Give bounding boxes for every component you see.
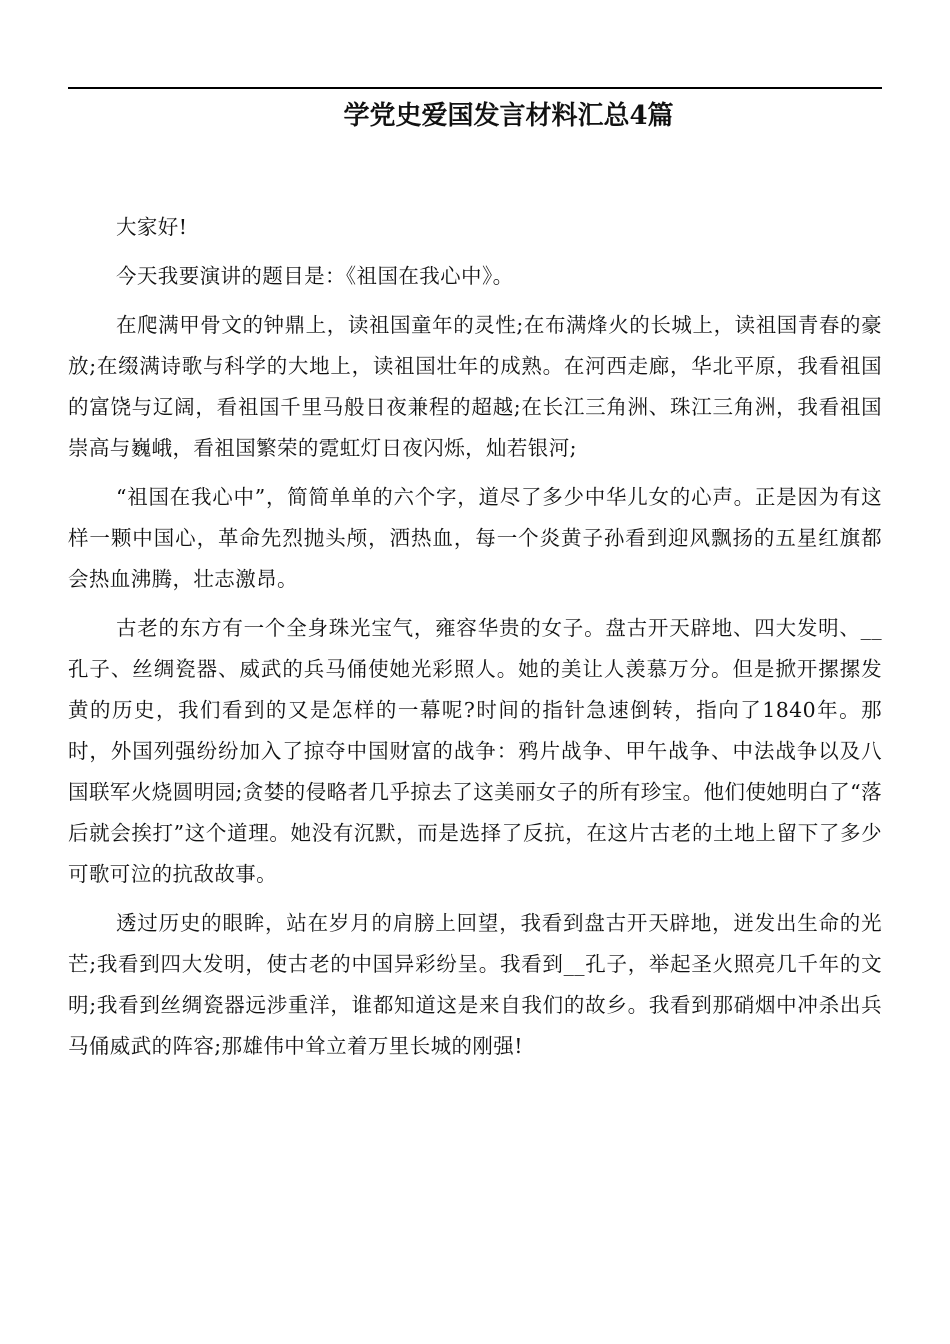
paragraph-1: 在爬满甲骨文的钟鼎上，读祖国童年的灵性;在布满烽火的长城上，读祖国青春的豪放;在缀满诗歌与科学的大地上，读祖国壮年的成熟。在河西走廊，华北平原，我看祖国的富饶与辽阔，看祖国千里马般日夜兼程的超越;在长江三角洲、珠江三角洲，我看祖国崇高与巍峨，看祖国繁荣的霓虹灯日夜闪烁，灿若银河; <box>68 313 882 460</box>
paragraph-2: “祖国在我心中”，简简单单的六个字，道尽了多少中华儿女的心声。正是因为有这样一颗中国心，革命先烈抛头颅，洒热血，每一个炎黄子孙看到迎风飘扬的五星红旗都会热血沸腾，壮志激昂。 <box>68 485 882 591</box>
paragraph-3: 古老的东方有一个全身珠光宝气，雍容华贵的女子。盘古开天辟地、四大发明、__孔子、丝绸瓷器、威武的兵马俑使她光彩照人。她的美让人羡慕万分。但是掀开摞摞发黄的历史，我们看到的又是怎样的一幕呢?时间的指针急速倒转，指向了1840年。那时，外国列强纷纷加入了掠夺中国财富的战争：鸦片战争、甲午战争、中法战争以及八国联军火烧圆明园;贪婪的侵略者几乎掠去了这美丽女子的所有珍宝。他们使她明白了“落后就会挨打”这个道理。她没有沉默，而是选择了反抗，在这片古老的土地上留下了多少可歌可泣的抗敌故事。 <box>68 616 882 886</box>
paragraph-greeting: 大家好! <box>116 215 188 239</box>
paragraph-topic: 今天我要演讲的题目是：《祖国在我心中》。 <box>116 264 514 288</box>
header-rule <box>68 87 882 89</box>
document-title: 学党史爱国发言材料汇总4篇 <box>343 101 674 131</box>
document-body <box>68 207 882 1075</box>
paragraph-4: 透过历史的眼眸，站在岁月的肩膀上回望，我看到盘古开天辟地，迸发出生命的光芒;我看到四大发明，使古老的中国异彩纷呈。我看到__孔子，举起圣火照亮几千年的文明;我看到丝绸瓷器远涉重洋，谁都知道这是来自我们的故乡。我看到那硝烟中冲杀出兵马俑威武的阵容;那雄伟中耸立着万里长城的刚强! <box>68 911 882 1058</box>
